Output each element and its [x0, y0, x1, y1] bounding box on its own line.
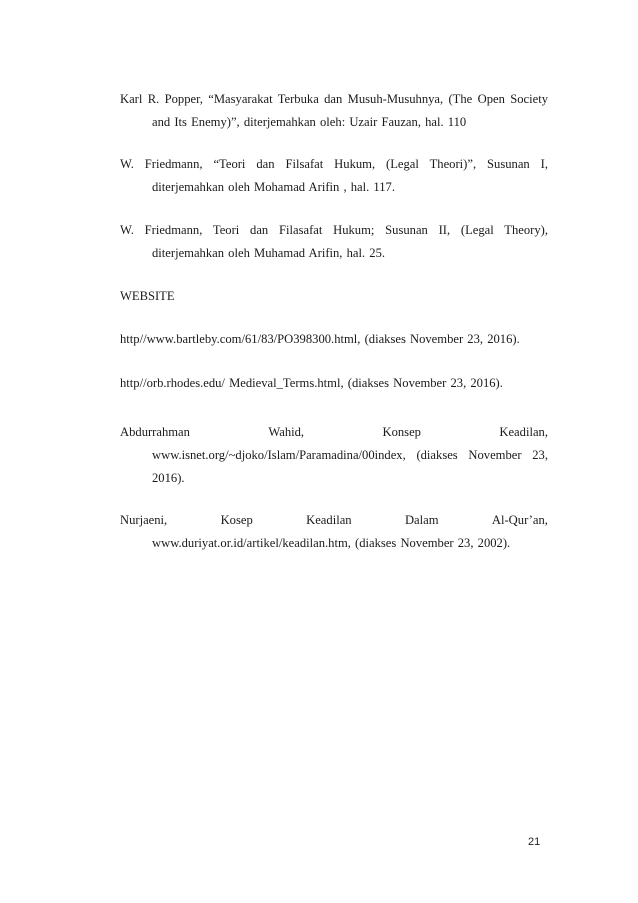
- website-line: http//www.bartleby.com/61/83/PO398300.html, (diakses November 23, 2016).: [120, 332, 520, 346]
- title-word: Dalam: [404, 513, 439, 527]
- author-word: Wahid,: [268, 425, 305, 439]
- website-section-heading: WEBSITE: [120, 289, 175, 303]
- reference-first-line: W. Friedmann, “Teori dan Filsafat Hukum, (Legal Theori)”, Susunan I,: [120, 157, 548, 171]
- title-word: Keadilan: [306, 513, 352, 527]
- author-word: Nurjaeni,: [120, 513, 168, 527]
- website-entry-nurjaeni: [120, 509, 548, 555]
- website-entry-bartleby: [120, 328, 548, 351]
- reference-continuation-line: diterjemahkan oleh Muhamad Arifin, hal. 25.: [152, 246, 386, 260]
- title-word: Konsep: [382, 425, 421, 439]
- reference-first-line: W. Friedmann, Teori dan Filasafat Hukum; Susunan II, (Legal Theory),: [120, 223, 548, 237]
- title-word: Kosep: [220, 513, 253, 527]
- reference-entry-popper: [120, 88, 548, 134]
- reference-first-line: [120, 421, 548, 444]
- reference-entry-friedmann-1: [120, 153, 548, 199]
- website-continuation-line: 2016).: [152, 471, 185, 485]
- website-url-line: www.duriyat.or.id/artikel/keadilan.htm, (diakses November 23, 2002).: [152, 536, 511, 550]
- page-number: 21: [528, 836, 541, 848]
- title-word: Keadilan,: [499, 425, 548, 439]
- website-url-line: www.isnet.org/~djoko/Islam/Paramadina/00index, (diakses November 23,: [152, 448, 548, 462]
- reference-first-line: Karl R. Popper, “Masyarakat Terbuka dan Musuh-Musuhnya, (The Open Society: [120, 92, 548, 106]
- website-entry-wahid: [120, 421, 548, 490]
- reference-continuation-line: and Its Enemy)”, diterjemahkan oleh: Uzair Fauzan, hal. 110: [152, 115, 467, 129]
- website-line: http//orb.rhodes.edu/ Medieval_Terms.html, (diakses November 23, 2016).: [120, 376, 503, 390]
- reference-entry-friedmann-2: [120, 219, 548, 265]
- author-word: Abdurrahman: [120, 425, 190, 439]
- title-word: Al-Qur’an,: [491, 513, 548, 527]
- reference-first-line: [120, 509, 548, 532]
- website-entry-rhodes: [120, 372, 548, 395]
- reference-continuation-line: diterjemahkan oleh Mohamad Arifin , hal. 117.: [152, 180, 396, 194]
